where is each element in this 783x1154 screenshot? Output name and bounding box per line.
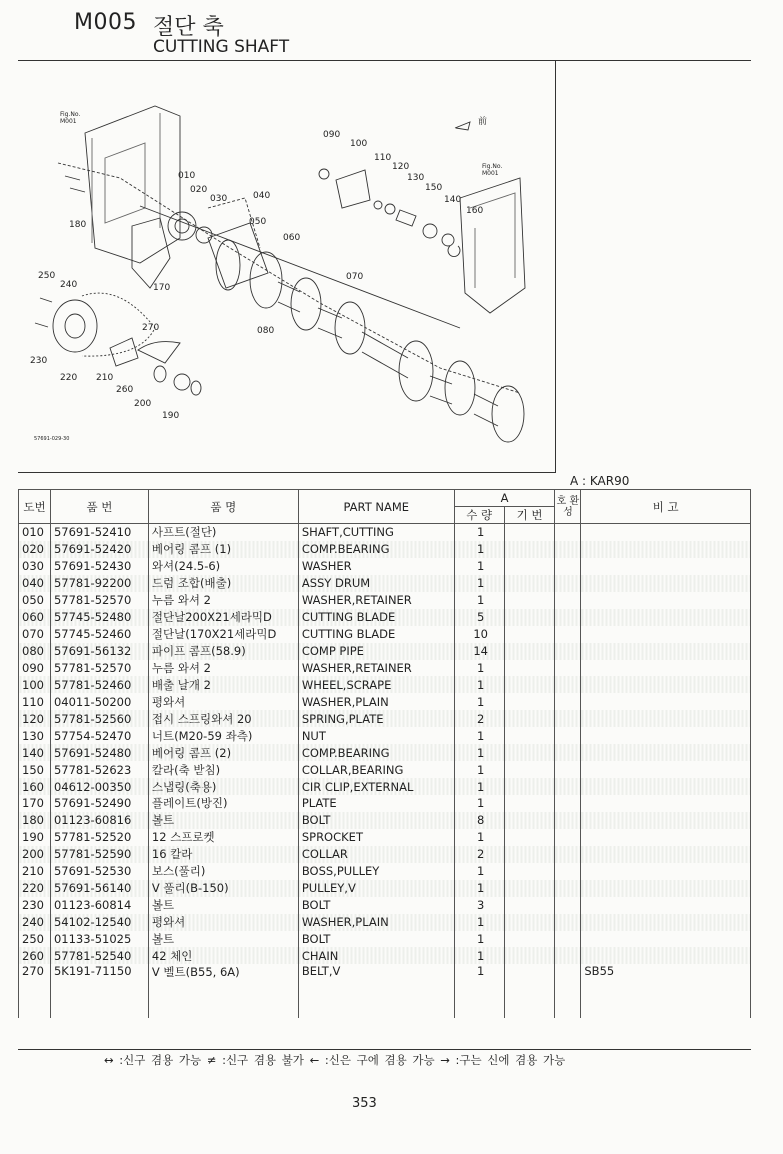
cell-name-en: COMP.BEARING	[298, 744, 454, 761]
cell-no: 240	[19, 914, 51, 931]
cell-interchange	[555, 812, 581, 829]
cell-qty: 1	[454, 761, 504, 778]
cell-base	[504, 524, 555, 541]
table-row	[19, 897, 751, 914]
cell-name-kr: 칼라(축 받침)	[148, 761, 298, 778]
cell-name-en: PLATE	[298, 795, 454, 812]
cell-qty: 2	[454, 846, 504, 863]
cell-part-no: 5K191-71150	[50, 964, 148, 1018]
cell-name-kr: 평와셔	[148, 693, 298, 710]
cell-part-no: 57781-52570	[50, 592, 148, 609]
callout-190: 190	[162, 411, 180, 421]
cell-qty: 10	[454, 626, 504, 643]
callout-070: 070	[346, 272, 364, 282]
cell-name-kr: 절단날200X21세라믹D	[148, 609, 298, 626]
cell-name-en: NUT	[298, 727, 454, 744]
cell-remarks	[581, 931, 751, 948]
cell-qty: 1	[454, 660, 504, 677]
cell-name-kr: 누름 와셔 2	[148, 660, 298, 677]
cell-base	[504, 710, 555, 727]
cell-remarks: SB55	[581, 964, 751, 1018]
cell-part-no: 57781-52590	[50, 846, 148, 863]
col-header-part-no: 품 번	[50, 490, 148, 524]
cell-name-en: COLLAR	[298, 846, 454, 863]
page-code: M005	[74, 10, 137, 35]
cell-remarks	[581, 947, 751, 964]
cell-qty: 1	[454, 947, 504, 964]
cell-remarks	[581, 846, 751, 863]
cell-interchange	[555, 795, 581, 812]
table-row	[19, 744, 751, 761]
table-row	[19, 660, 751, 677]
cell-part-no: 57745-52460	[50, 626, 148, 643]
cell-base	[504, 863, 555, 880]
cell-base	[504, 829, 555, 846]
cell-part-no: 57781-52560	[50, 710, 148, 727]
cell-part-no: 54102-12540	[50, 914, 148, 931]
table-row	[19, 693, 751, 710]
cell-part-no: 57781-52570	[50, 660, 148, 677]
cell-interchange	[555, 727, 581, 744]
cell-name-kr: 12 스프로켓	[148, 829, 298, 846]
cell-no: 170	[19, 795, 51, 812]
cell-no: 070	[19, 626, 51, 643]
cell-qty: 1	[454, 676, 504, 693]
cell-base	[504, 778, 555, 795]
cell-interchange	[555, 558, 581, 575]
cell-name-en: BOLT	[298, 897, 454, 914]
col-header-name-en: PART NAME	[298, 490, 454, 524]
callout-140: 140	[444, 195, 462, 205]
cell-name-kr: 스냅링(축용)	[148, 778, 298, 795]
cell-name-kr: 너트(M20-59 좌측)	[148, 727, 298, 744]
cell-qty: 1	[454, 829, 504, 846]
diagram-divider	[555, 60, 556, 473]
table-row	[19, 676, 751, 693]
fig-ref-left-line2: M001	[60, 118, 77, 125]
cell-interchange	[555, 931, 581, 948]
callout-100: 100	[350, 139, 368, 149]
cell-remarks	[581, 778, 751, 795]
cell-no: 050	[19, 592, 51, 609]
table-row	[19, 778, 751, 795]
cell-base	[504, 795, 555, 812]
cell-base	[504, 744, 555, 761]
cell-remarks	[581, 744, 751, 761]
table-row	[19, 880, 751, 897]
table-bottom-rule	[18, 1049, 751, 1050]
col-header-base: 기 번	[504, 507, 555, 524]
cell-qty: 1	[454, 931, 504, 948]
cell-base	[504, 541, 555, 558]
cell-no: 250	[19, 931, 51, 948]
cell-name-en: COLLAR,BEARING	[298, 761, 454, 778]
col-header-remarks: 비 고	[581, 490, 751, 524]
page-number: 353	[352, 1096, 377, 1111]
cell-name-en: WASHER,RETAINER	[298, 660, 454, 677]
cell-no: 110	[19, 693, 51, 710]
cell-interchange	[555, 660, 581, 677]
cell-part-no: 04612-00350	[50, 778, 148, 795]
cell-name-en: CUTTING BLADE	[298, 626, 454, 643]
cell-remarks	[581, 660, 751, 677]
cell-part-no: 57781-52540	[50, 947, 148, 964]
table-row	[19, 524, 751, 541]
callout-200: 200	[134, 399, 152, 409]
cell-name-kr: 볼트	[148, 897, 298, 914]
cell-no: 200	[19, 846, 51, 863]
cell-name-kr: 누름 와셔 2	[148, 592, 298, 609]
cell-name-en: SHAFT,CUTTING	[298, 524, 454, 541]
cell-interchange	[555, 761, 581, 778]
table-row	[19, 829, 751, 846]
cell-interchange	[555, 693, 581, 710]
callout-090: 090	[323, 130, 341, 140]
cell-no: 210	[19, 863, 51, 880]
col-header-interchange: 호 환 성	[555, 490, 581, 524]
interchange-legend: ↔ :신구 겸용 가능 ≠ :신구 겸용 불가 ← :신은 구에 겸용 가능 → :구는 신에 겸용 가능	[104, 1053, 566, 1067]
cell-name-kr: V 벨트(B55, 6A)	[148, 964, 298, 1018]
cell-no: 100	[19, 676, 51, 693]
cell-interchange	[555, 626, 581, 643]
cell-qty: 1	[454, 964, 504, 1018]
cell-base	[504, 964, 555, 1018]
callout-160: 160	[466, 206, 484, 216]
cell-remarks	[581, 693, 751, 710]
table-row	[19, 710, 751, 727]
cell-name-kr: 평와셔	[148, 914, 298, 931]
parts-table-body	[19, 524, 751, 1019]
cell-qty: 14	[454, 643, 504, 660]
cell-remarks	[581, 609, 751, 626]
cell-no: 060	[19, 609, 51, 626]
cell-part-no: 01123-60816	[50, 812, 148, 829]
cell-qty: 1	[454, 744, 504, 761]
cell-name-kr: 접시 스프링와셔 20	[148, 710, 298, 727]
cell-name-en: ASSY DRUM	[298, 575, 454, 592]
cell-name-en: WASHER,PLAIN	[298, 914, 454, 931]
callout-110: 110	[374, 153, 392, 163]
cell-part-no: 57691-52490	[50, 795, 148, 812]
callout-050: 050	[249, 217, 267, 227]
callout-040: 040	[253, 191, 271, 201]
cell-name-kr: 사프트(절단)	[148, 524, 298, 541]
cell-name-en: WHEEL,SCRAPE	[298, 676, 454, 693]
callout-170: 170	[153, 283, 171, 293]
col-header-name-kr: 품 명	[148, 490, 298, 524]
cell-interchange	[555, 880, 581, 897]
cell-remarks	[581, 626, 751, 643]
cell-name-en: BOSS,PULLEY	[298, 863, 454, 880]
cell-no: 270	[19, 964, 51, 1018]
cell-base	[504, 846, 555, 863]
cell-part-no: 01133-51025	[50, 931, 148, 948]
cell-qty: 5	[454, 609, 504, 626]
cell-remarks	[581, 524, 751, 541]
cell-base	[504, 660, 555, 677]
cell-name-en: WASHER,RETAINER	[298, 592, 454, 609]
cell-no: 190	[19, 829, 51, 846]
cell-part-no: 57754-52470	[50, 727, 148, 744]
cell-base	[504, 676, 555, 693]
cell-name-kr: 16 칼라	[148, 846, 298, 863]
cell-base	[504, 558, 555, 575]
parts-table	[18, 489, 751, 1018]
cell-no: 180	[19, 812, 51, 829]
cell-name-en: CIR CLIP,EXTERNAL	[298, 778, 454, 795]
cell-interchange	[555, 524, 581, 541]
cell-interchange	[555, 592, 581, 609]
cell-qty: 8	[454, 812, 504, 829]
cell-interchange	[555, 676, 581, 693]
table-row	[19, 575, 751, 592]
cell-name-kr: V 풀리(B-150)	[148, 880, 298, 897]
callout-080: 080	[257, 326, 275, 336]
table-row	[19, 931, 751, 948]
callout-180: 180	[69, 220, 87, 230]
front-label: 前	[478, 117, 488, 127]
cell-no: 150	[19, 761, 51, 778]
cell-part-no: 57691-52410	[50, 524, 148, 541]
cell-no: 080	[19, 643, 51, 660]
cell-interchange	[555, 897, 581, 914]
cell-base	[504, 761, 555, 778]
table-row	[19, 795, 751, 812]
callout-150: 150	[425, 183, 443, 193]
cell-name-kr: 플레이트(방진)	[148, 795, 298, 812]
cell-part-no: 57691-56132	[50, 643, 148, 660]
cell-name-kr: 절단날(170X21세라믹D	[148, 626, 298, 643]
cell-qty: 1	[454, 524, 504, 541]
page-title-en: CUTTING SHAFT	[153, 37, 290, 57]
callout-230: 230	[30, 356, 48, 366]
cell-part-no: 01123-60814	[50, 897, 148, 914]
table-row	[19, 592, 751, 609]
cell-remarks	[581, 541, 751, 558]
callout-010: 010	[178, 171, 196, 181]
fig-ref-left-line1: Fig.No.	[60, 111, 81, 118]
figure-code: 57691-029-30	[34, 436, 70, 442]
cell-remarks	[581, 863, 751, 880]
cell-base	[504, 812, 555, 829]
cell-name-en: WASHER,PLAIN	[298, 693, 454, 710]
table-row	[19, 626, 751, 643]
cell-name-kr: 배출 날개 2	[148, 676, 298, 693]
table-row	[19, 846, 751, 863]
cell-qty: 2	[454, 710, 504, 727]
cell-remarks	[581, 558, 751, 575]
cell-no: 030	[19, 558, 51, 575]
cell-no: 220	[19, 880, 51, 897]
cell-remarks	[581, 575, 751, 592]
cell-name-en: CHAIN	[298, 947, 454, 964]
cell-base	[504, 727, 555, 744]
cell-base	[504, 931, 555, 948]
cell-part-no: 57781-52623	[50, 761, 148, 778]
callout-210: 210	[96, 373, 114, 383]
cell-base	[504, 626, 555, 643]
cell-remarks	[581, 676, 751, 693]
cell-qty: 1	[454, 693, 504, 710]
cell-remarks	[581, 880, 751, 897]
cell-name-kr: 드럼 조합(배출)	[148, 575, 298, 592]
callout-120: 120	[392, 162, 410, 172]
cell-remarks	[581, 812, 751, 829]
cell-part-no: 57781-52520	[50, 829, 148, 846]
col-header-qty: 수 량	[454, 507, 504, 524]
cell-remarks	[581, 914, 751, 931]
cell-remarks	[581, 592, 751, 609]
cell-part-no: 57691-56140	[50, 880, 148, 897]
callout-130: 130	[407, 173, 425, 183]
cell-name-en: PULLEY,V	[298, 880, 454, 897]
cell-part-no: 57691-52430	[50, 558, 148, 575]
cell-interchange	[555, 846, 581, 863]
callout-220: 220	[60, 373, 78, 383]
cell-interchange	[555, 710, 581, 727]
cell-interchange	[555, 829, 581, 846]
cell-part-no: 04011-50200	[50, 693, 148, 710]
cell-interchange	[555, 609, 581, 626]
cell-name-en: WASHER	[298, 558, 454, 575]
model-note: A : KAR90	[570, 474, 630, 488]
cell-name-en: SPRING,PLATE	[298, 710, 454, 727]
cell-remarks	[581, 829, 751, 846]
callout-060: 060	[283, 233, 301, 243]
cell-no: 040	[19, 575, 51, 592]
cell-remarks	[581, 710, 751, 727]
cell-name-kr: 베어링 콤프 (1)	[148, 541, 298, 558]
callout-270: 270	[142, 323, 160, 333]
cell-base	[504, 609, 555, 626]
cell-base	[504, 947, 555, 964]
callout-240: 240	[60, 280, 78, 290]
cell-qty: 1	[454, 575, 504, 592]
cell-qty: 1	[454, 592, 504, 609]
cell-qty: 1	[454, 727, 504, 744]
cell-base	[504, 693, 555, 710]
callout-020: 020	[190, 185, 208, 195]
cell-no: 230	[19, 897, 51, 914]
cell-base	[504, 592, 555, 609]
callout-030: 030	[210, 194, 228, 204]
cell-name-kr: 보스(풀리)	[148, 863, 298, 880]
cell-no: 140	[19, 744, 51, 761]
cell-base	[504, 914, 555, 931]
cell-name-en: COMP.BEARING	[298, 541, 454, 558]
fig-ref-right-line1: Fig.No.	[482, 163, 503, 170]
table-row	[19, 643, 751, 660]
cell-name-en: SPROCKET	[298, 829, 454, 846]
cell-name-en: CUTTING BLADE	[298, 609, 454, 626]
col-header-group-a: A	[454, 490, 555, 507]
table-row	[19, 914, 751, 931]
header-rule	[18, 60, 751, 61]
cell-qty: 3	[454, 897, 504, 914]
cell-interchange	[555, 863, 581, 880]
cell-remarks	[581, 643, 751, 660]
table-row	[19, 609, 751, 626]
diagram-bottom-rule	[18, 472, 555, 473]
cell-qty: 1	[454, 863, 504, 880]
cell-name-kr: 볼트	[148, 812, 298, 829]
col-header-no: 도번	[19, 490, 51, 524]
cell-name-en: COMP PIPE	[298, 643, 454, 660]
cell-interchange	[555, 914, 581, 931]
cell-qty: 1	[454, 914, 504, 931]
callout-260: 260	[116, 385, 134, 395]
cell-interchange	[555, 947, 581, 964]
cell-base	[504, 897, 555, 914]
cell-interchange	[555, 964, 581, 1018]
cell-no: 160	[19, 778, 51, 795]
cell-part-no: 57691-52480	[50, 744, 148, 761]
cell-base	[504, 575, 555, 592]
cell-no: 090	[19, 660, 51, 677]
table-row	[19, 964, 751, 1018]
table-row	[19, 863, 751, 880]
cell-name-kr: 베어링 콤프 (2)	[148, 744, 298, 761]
cell-part-no: 57781-52460	[50, 676, 148, 693]
cell-name-kr: 와셔(24.5-6)	[148, 558, 298, 575]
cell-remarks	[581, 795, 751, 812]
page-title-kr: 절단 축	[153, 15, 224, 40]
table-row	[19, 727, 751, 744]
cell-no: 020	[19, 541, 51, 558]
cell-base	[504, 880, 555, 897]
exploded-parts-diagram	[20, 88, 540, 458]
cell-remarks	[581, 897, 751, 914]
cell-part-no: 57781-92200	[50, 575, 148, 592]
cell-base	[504, 643, 555, 660]
cell-interchange	[555, 778, 581, 795]
cell-qty: 1	[454, 795, 504, 812]
cell-qty: 1	[454, 778, 504, 795]
cell-qty: 1	[454, 880, 504, 897]
cell-part-no: 57745-52480	[50, 609, 148, 626]
cell-name-kr: 42 체인	[148, 947, 298, 964]
callout-250: 250	[38, 271, 56, 281]
cell-remarks	[581, 727, 751, 744]
table-row	[19, 761, 751, 778]
cell-name-kr: 볼트	[148, 931, 298, 948]
cell-qty: 1	[454, 541, 504, 558]
cell-remarks	[581, 761, 751, 778]
cell-name-en: BOLT	[298, 931, 454, 948]
fig-ref-right-line2: M001	[482, 170, 499, 177]
cell-interchange	[555, 744, 581, 761]
table-row	[19, 947, 751, 964]
cell-qty: 1	[454, 558, 504, 575]
cell-part-no: 57691-52530	[50, 863, 148, 880]
cell-no: 010	[19, 524, 51, 541]
table-row	[19, 558, 751, 575]
cell-no: 130	[19, 727, 51, 744]
cell-no: 260	[19, 947, 51, 964]
cell-name-en: BOLT	[298, 812, 454, 829]
cell-name-en: BELT,V	[298, 964, 454, 1018]
cell-name-kr: 파이프 콤프(58.9)	[148, 643, 298, 660]
cell-interchange	[555, 643, 581, 660]
cell-interchange	[555, 541, 581, 558]
cell-part-no: 57691-52420	[50, 541, 148, 558]
cell-interchange	[555, 575, 581, 592]
table-row	[19, 812, 751, 829]
table-row	[19, 541, 751, 558]
cell-no: 120	[19, 710, 51, 727]
